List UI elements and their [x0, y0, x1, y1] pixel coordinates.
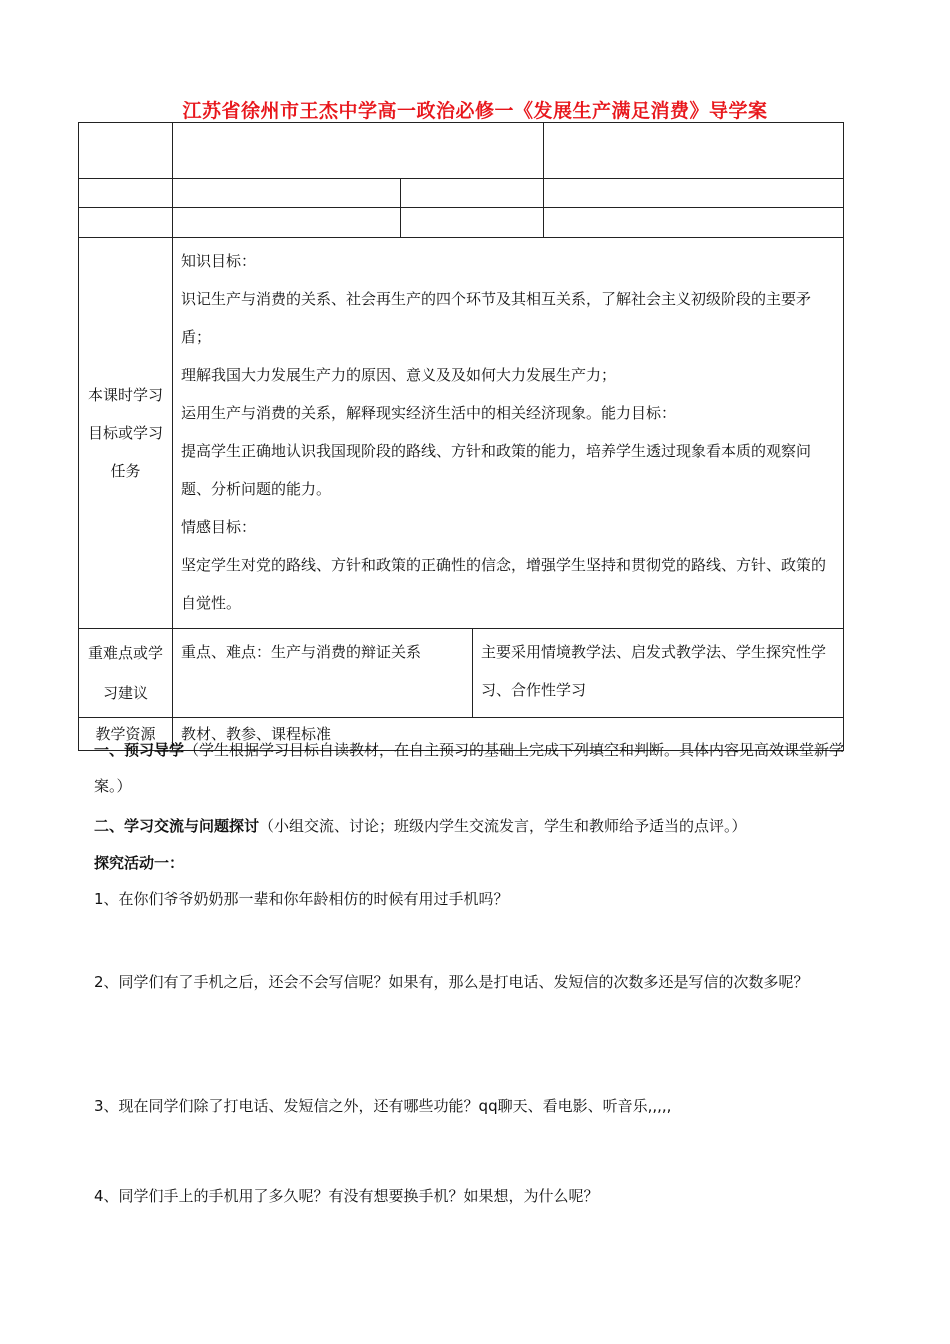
blank-cell	[173, 208, 401, 238]
blank-cell	[79, 179, 173, 208]
teaching-methods-cell: 主要采用情境教学法、启发式教学法、学生探究性学习、合作性学习	[473, 629, 844, 718]
section-discussion-heading: 二、学习交流与问题探讨	[94, 817, 260, 835]
question-3: 3、现在同学们除了打电话、发短信之外，还有哪些功能？qq聊天、看电影、听音乐,,,,,	[94, 1097, 672, 1115]
blank-row-1	[79, 123, 844, 179]
lesson-plan-table	[78, 122, 844, 751]
document-title: 江苏省徐州市王杰中学高一政治必修一《发展生产满足消费》导学案	[182, 100, 768, 122]
section-preview-text: （学生根据学习目标自读教材，在自主预习的基础上完成下列填空和判断。具体内容见高效课堂新学案。）	[94, 741, 845, 795]
blank-row-3	[79, 208, 844, 238]
activity-heading: 探究活动一：	[94, 854, 185, 872]
key-points-row	[79, 629, 844, 718]
objective-line: 理解我国大力发展生产力的原因、意义及及如何大力发展生产力；	[181, 366, 617, 384]
blank-cell	[544, 179, 844, 208]
blank-cell	[401, 208, 544, 238]
question-4: 4、同学们手上的手机用了多久呢？有没有想要换手机？如果想，为什么呢？	[94, 1187, 599, 1205]
blank-cell	[173, 179, 401, 208]
blank-cell	[79, 123, 173, 179]
objectives-row	[79, 238, 844, 629]
blank-cell	[79, 208, 173, 238]
section-preview	[94, 732, 864, 804]
section-preview-heading: 一、预习导学	[94, 741, 185, 759]
objectives-label: 本课时学习目标或学习任务	[79, 238, 173, 629]
resources-cell: 教材、教参、课程标准	[173, 718, 844, 751]
objectives-content	[173, 238, 844, 629]
objective-line: 识记生产与消费的关系、社会再生产的四个环节及其相互关系，了解社会主义初级阶段的主要矛盾；	[181, 290, 812, 346]
objective-line: 坚定学生对党的路线、方针和政策的正确性的信念，增强学生坚持和贯彻党的路线、方针、政策的自觉性。	[181, 556, 827, 612]
objective-line: 运用生产与消费的关系，解释现实经济生活中的相关经济现象。能力目标：	[181, 404, 677, 422]
objective-line: 知识目标：	[181, 252, 257, 270]
blank-cell	[173, 123, 544, 179]
question-1: 1、在你们爷爷奶奶那一辈和你年龄相仿的时候有用过手机吗？	[94, 890, 509, 908]
key-points-cell: 重点、难点：生产与消费的辩证关系	[173, 629, 473, 718]
blank-cell	[401, 179, 544, 208]
objective-line: 情感目标：	[181, 518, 257, 536]
blank-row-2	[79, 179, 844, 208]
blank-cell	[544, 123, 844, 179]
objective-line: 提高学生正确地认识我国现阶段的路线、方针和政策的能力，培养学生透过现象看本质的观察问题、分析问题的能力。	[181, 442, 812, 498]
resources-label: 教学资源	[79, 718, 173, 751]
key-points-label: 重难点或学习建议	[79, 629, 173, 718]
question-2: 2、同学们有了手机之后，还会不会写信呢？如果有，那么是打电话、发短信的次数多还是写信的次数多呢？	[94, 973, 809, 991]
blank-cell	[544, 208, 844, 238]
section-discussion	[94, 808, 864, 844]
section-discussion-text: （小组交流、讨论；班级内学生交流发言，学生和教师给予适当的点评。）	[259, 817, 747, 835]
